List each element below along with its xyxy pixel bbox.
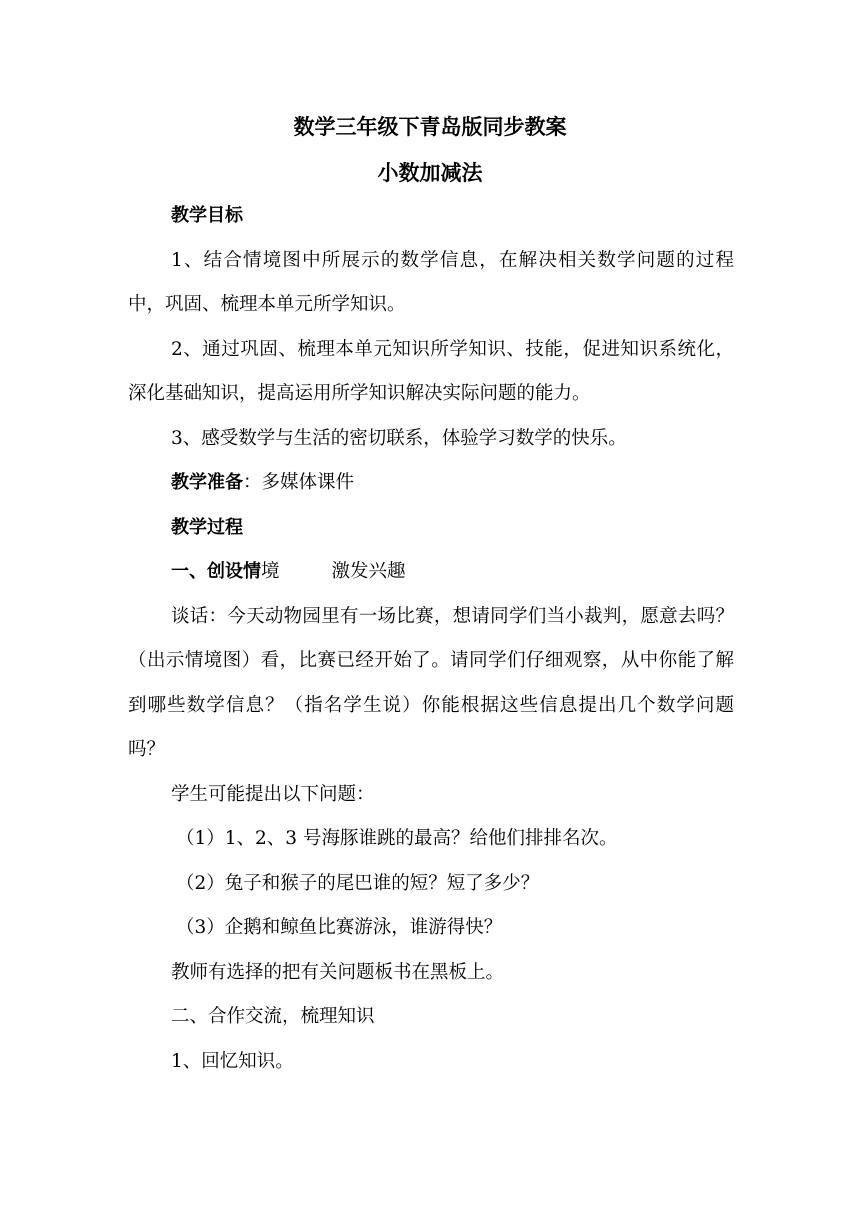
section2-heading: 二、合作交流，梳理知识 xyxy=(171,1006,375,1027)
section1-label-bold: 一、创设情 xyxy=(171,561,261,582)
section1-label-rest: 境 xyxy=(261,561,280,582)
objective-item: 1、结合情境图中所展示的数学信息，在解决相关数学问题的过程中，巩固、梳理本单元所学知识。 xyxy=(128,249,734,315)
teacher-note: 教师有选择的把有关问题板书在黑板上。 xyxy=(171,961,505,983)
preparation-label: 教学准备 xyxy=(171,472,243,493)
process-heading: 教学过程 xyxy=(171,516,243,538)
document-subtitle: 小数加减法 xyxy=(377,161,483,185)
objective-item: 3、感受数学与生活的密切联系，体验学习数学的快乐。 xyxy=(171,427,627,449)
document-body xyxy=(128,194,734,1084)
dialogue-paragraph: 谈话：今天动物园里有一场比赛，想请同学们当小裁判，愿意去吗？（出示情境图）看，比赛已经开始了。请同学们仔细观察，从中你能了解到哪些数学信息？（指名学生说）你能根据这些信息提出几个数学问题吗？ xyxy=(128,605,734,760)
preparation-line xyxy=(128,461,734,506)
document-title: 数学三年级下青岛版同步教案 xyxy=(293,115,567,139)
step-item: 1、回忆知识。 xyxy=(171,1050,294,1072)
preparation-text: ：多媒体课件 xyxy=(243,472,355,493)
question-item: （3）企鹅和鲸鱼比赛游泳，谁游得快？ xyxy=(176,917,503,938)
question-item: （2）兔子和猴子的尾巴谁的短？短了多少？ xyxy=(176,872,540,894)
section1-heading xyxy=(128,550,734,595)
question-item: （1）1、2、3 号海豚谁跳的最高？给他们排排名次。 xyxy=(176,828,618,849)
objectives-heading: 教学目标 xyxy=(171,205,243,226)
questions-intro: 学生可能提出以下问题： xyxy=(171,783,375,805)
section1-label-second: 激发兴趣 xyxy=(331,561,406,582)
objective-item: 2、通过巩固、梳理本单元知识所学知识、技能，促进知识系统化，深化基础知识，提高运用所学知识解决实际问题的能力。 xyxy=(128,338,734,404)
